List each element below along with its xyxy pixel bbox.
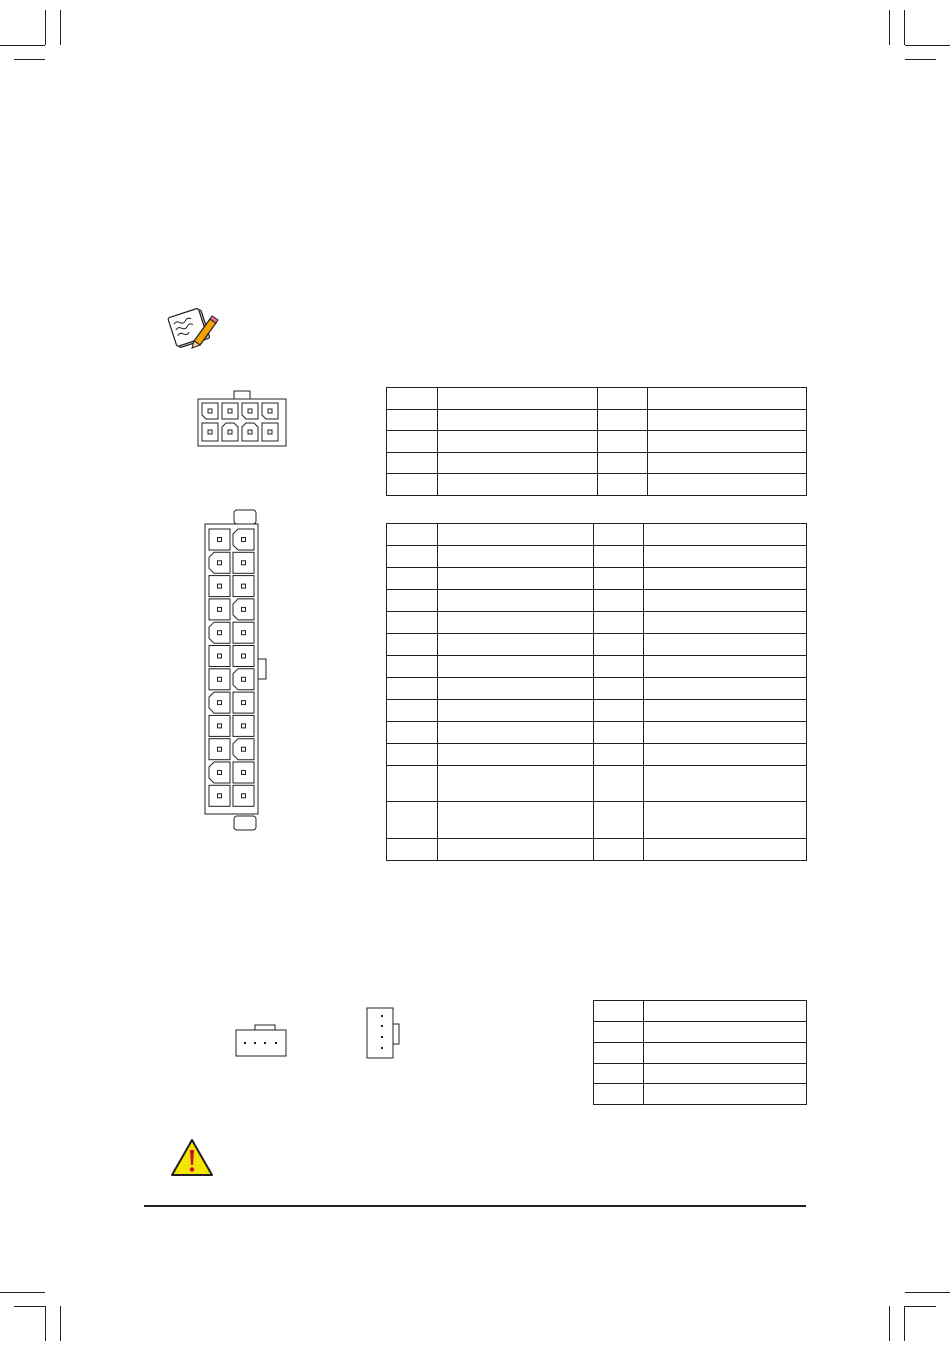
table-row — [387, 524, 807, 546]
connector-pin-contact — [242, 677, 246, 681]
table-row — [387, 700, 807, 722]
table-row — [387, 568, 807, 590]
connector-pin-contact — [242, 607, 246, 611]
connector-pin-contact — [218, 794, 222, 798]
table-row — [387, 474, 807, 496]
crop-mark — [45, 1306, 46, 1341]
cpu-8pin-connector-diagram — [197, 391, 287, 447]
connector-pin-contact — [242, 701, 246, 705]
table-row — [387, 766, 807, 802]
warning-icon — [170, 1138, 214, 1178]
table-row — [387, 678, 807, 700]
crop-mark — [889, 1306, 890, 1341]
connector-pin-contact — [242, 794, 246, 798]
table-row — [387, 744, 807, 766]
connector-pin-contact — [218, 724, 222, 728]
crop-mark — [60, 10, 61, 45]
crop-mark — [904, 10, 905, 45]
table-row — [387, 802, 807, 839]
table-row — [594, 1001, 807, 1022]
crop-mark — [905, 1306, 936, 1307]
table-row — [387, 656, 807, 678]
table-row — [594, 1084, 807, 1105]
fan-header-horizontal-diagram — [235, 1024, 287, 1057]
crop-mark — [905, 59, 936, 60]
connector-pin-contact — [242, 724, 246, 728]
connector-pin-contact — [242, 771, 246, 775]
connector-pin-contact — [218, 607, 222, 611]
table-row — [387, 410, 807, 431]
atx-24pin-connector-diagram — [203, 509, 271, 831]
table-row — [387, 634, 807, 656]
table-row — [387, 612, 807, 634]
connector-pin-contact — [218, 771, 222, 775]
crop-mark — [45, 10, 46, 45]
atx-power-pin-table — [386, 523, 807, 861]
connector-pin-contact — [242, 654, 246, 658]
table-row — [594, 1022, 807, 1043]
connector-pin-contact — [218, 701, 222, 705]
crop-mark — [60, 1306, 61, 1341]
table-row — [387, 722, 807, 744]
table-row — [594, 1043, 807, 1064]
cpu-power-pin-table — [386, 387, 807, 496]
crop-mark — [14, 59, 45, 60]
table-row — [387, 453, 807, 474]
connector-pin-contact — [242, 584, 246, 588]
crop-mark — [889, 10, 890, 45]
crop-mark — [905, 45, 950, 46]
crop-mark — [0, 1292, 45, 1293]
connector-pin-contact — [218, 677, 222, 681]
table-row — [387, 839, 807, 861]
table-row — [387, 431, 807, 453]
connector-pin-contact — [218, 538, 222, 542]
note-icon — [166, 305, 218, 351]
table-row — [594, 1064, 807, 1084]
table-row — [387, 590, 807, 612]
table-row — [387, 388, 807, 410]
connector-pin-contact — [242, 561, 246, 565]
connector-pin-contact — [218, 654, 222, 658]
connector-pin-contact — [242, 631, 246, 635]
connector-pin-contact — [218, 631, 222, 635]
connector-pin-contact — [218, 747, 222, 751]
crop-mark — [0, 45, 45, 46]
fan-header-vertical-diagram — [366, 1007, 400, 1059]
connector-pin-contact — [218, 584, 222, 588]
connector-pin-contact — [218, 561, 222, 565]
crop-mark — [904, 1306, 905, 1341]
connector-pin-contact — [242, 538, 246, 542]
footer-divider — [144, 1205, 806, 1207]
crop-mark — [905, 1292, 950, 1293]
crop-mark — [14, 1306, 45, 1307]
fan-header-pin-table — [593, 1000, 807, 1105]
connector-pin-contact — [242, 747, 246, 751]
table-row — [387, 546, 807, 568]
